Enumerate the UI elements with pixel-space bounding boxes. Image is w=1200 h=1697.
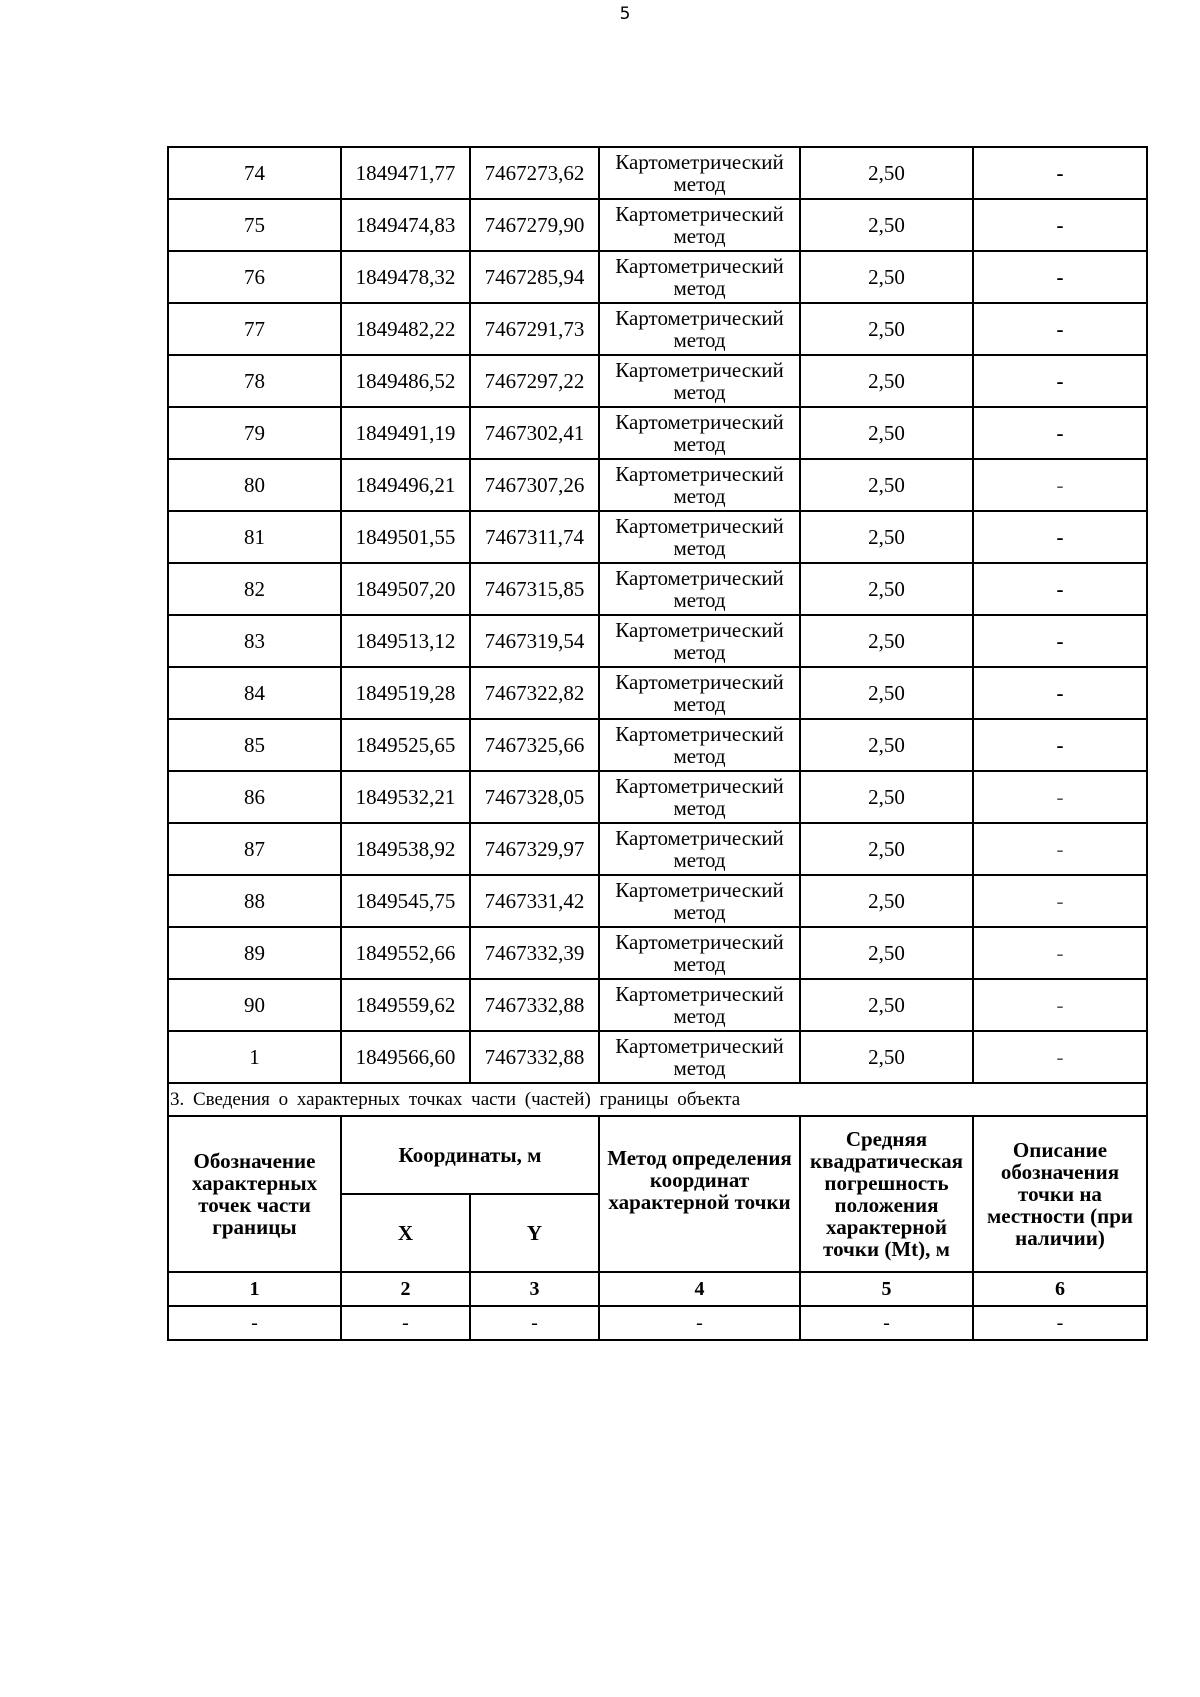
method-cell: Картометрический метод — [599, 563, 800, 615]
coord-y-cell: 7467302,41 — [470, 407, 599, 459]
description-cell: - — [973, 667, 1147, 719]
mean-error-cell: 2,50 — [800, 251, 973, 303]
description-cell: - — [973, 979, 1147, 1031]
description-cell: - — [973, 355, 1147, 407]
page-number: 5 — [619, 4, 631, 24]
method-cell: Картометрический метод — [599, 407, 800, 459]
method-cell: Картометрический метод — [599, 823, 800, 875]
mean-error-cell: 2,50 — [800, 355, 973, 407]
point-number-cell: 82 — [168, 563, 341, 615]
table-row — [168, 459, 1147, 511]
header-x: X — [341, 1194, 470, 1272]
coord-x-cell: 1849474,83 — [341, 199, 470, 251]
description-cell: - — [973, 199, 1147, 251]
table-row — [168, 251, 1147, 303]
point-number-cell: 80 — [168, 459, 341, 511]
coord-y-cell: 7467285,94 — [470, 251, 599, 303]
table-row — [168, 407, 1147, 459]
method-cell: Картометрический метод — [599, 979, 800, 1031]
point-number-cell: 87 — [168, 823, 341, 875]
mean-error-cell: 2,50 — [800, 511, 973, 563]
point-number-cell: 81 — [168, 511, 341, 563]
coord-y-cell: 7467311,74 — [470, 511, 599, 563]
description-cell: - — [973, 251, 1147, 303]
table-row — [168, 875, 1147, 927]
mean-error-cell: 2,50 — [800, 615, 973, 667]
coord-y-cell: 7467329,97 — [470, 823, 599, 875]
table-row — [168, 615, 1147, 667]
table-row — [168, 511, 1147, 563]
empty-cell: - — [599, 1306, 800, 1340]
description-cell: - — [973, 147, 1147, 199]
header-row-1 — [168, 1116, 1147, 1194]
table-row — [168, 1031, 1147, 1083]
method-cell: Картометрический метод — [599, 355, 800, 407]
table-row — [168, 199, 1147, 251]
table-row — [168, 927, 1147, 979]
column-number: 2 — [341, 1272, 470, 1306]
mean-error-cell: 2,50 — [800, 199, 973, 251]
coord-y-cell: 7467325,66 — [470, 719, 599, 771]
point-number-cell: 85 — [168, 719, 341, 771]
table-row — [168, 771, 1147, 823]
column-number: 6 — [973, 1272, 1147, 1306]
boundary-points-table — [167, 146, 1148, 1341]
method-cell: Картометрический метод — [599, 147, 800, 199]
description-cell: - — [973, 875, 1147, 927]
mean-error-cell: 2,50 — [800, 771, 973, 823]
header-coordinates: Координаты, м — [341, 1116, 599, 1194]
coord-y-cell: 7467332,39 — [470, 927, 599, 979]
coord-x-cell: 1849525,65 — [341, 719, 470, 771]
method-cell: Картометрический метод — [599, 199, 800, 251]
empty-cell: - — [800, 1306, 973, 1340]
description-cell: - — [973, 1031, 1147, 1083]
coord-x-cell: 1849552,66 — [341, 927, 470, 979]
coord-y-cell: 7467332,88 — [470, 979, 599, 1031]
point-number-cell: 76 — [168, 251, 341, 303]
method-cell: Картометрический метод — [599, 667, 800, 719]
coord-y-cell: 7467328,05 — [470, 771, 599, 823]
empty-cell: - — [341, 1306, 470, 1340]
section-3-title-row — [168, 1083, 1147, 1116]
method-cell: Картометрический метод — [599, 303, 800, 355]
point-number-cell: 1 — [168, 1031, 341, 1083]
coord-x-cell: 1849519,28 — [341, 667, 470, 719]
table-row — [168, 147, 1147, 199]
coord-y-cell: 7467331,42 — [470, 875, 599, 927]
description-cell: - — [973, 927, 1147, 979]
empty-cell: - — [168, 1306, 341, 1340]
coord-x-cell: 1849501,55 — [341, 511, 470, 563]
coord-x-cell: 1849486,52 — [341, 355, 470, 407]
coord-x-cell: 1849559,62 — [341, 979, 470, 1031]
point-number-cell: 89 — [168, 927, 341, 979]
table-row — [168, 563, 1147, 615]
point-number-cell: 88 — [168, 875, 341, 927]
method-cell: Картометрический метод — [599, 1031, 800, 1083]
section-3-title: 3. Сведения о характерных точках части (частей) границы объекта — [168, 1083, 1147, 1116]
coord-y-cell: 7467319,54 — [470, 615, 599, 667]
coord-y-cell: 7467322,82 — [470, 667, 599, 719]
table-row — [168, 355, 1147, 407]
mean-error-cell: 2,50 — [800, 147, 973, 199]
table-body — [168, 147, 1147, 1083]
header-designation: Обозначение характерных точек части границы — [168, 1116, 341, 1272]
point-number-cell: 83 — [168, 615, 341, 667]
mean-error-cell: 2,50 — [800, 719, 973, 771]
coord-x-cell: 1849566,60 — [341, 1031, 470, 1083]
header-y: Y — [470, 1194, 599, 1272]
method-cell: Картометрический метод — [599, 251, 800, 303]
point-number-cell: 78 — [168, 355, 341, 407]
point-number-cell: 77 — [168, 303, 341, 355]
method-cell: Картометрический метод — [599, 875, 800, 927]
coord-y-cell: 7467291,73 — [470, 303, 599, 355]
coord-x-cell: 1849496,21 — [341, 459, 470, 511]
table-row — [168, 667, 1147, 719]
method-cell: Картометрический метод — [599, 511, 800, 563]
description-cell: - — [973, 459, 1147, 511]
coord-x-cell: 1849513,12 — [341, 615, 470, 667]
coord-x-cell: 1849491,19 — [341, 407, 470, 459]
point-number-cell: 90 — [168, 979, 341, 1031]
description-cell: - — [973, 823, 1147, 875]
table-row — [168, 303, 1147, 355]
coord-x-cell: 1849532,21 — [341, 771, 470, 823]
method-cell: Картометрический метод — [599, 771, 800, 823]
description-cell: - — [973, 563, 1147, 615]
table-row — [168, 979, 1147, 1031]
column-number: 3 — [470, 1272, 599, 1306]
mean-error-cell: 2,50 — [800, 667, 973, 719]
column-number: 1 — [168, 1272, 341, 1306]
coord-y-cell: 7467315,85 — [470, 563, 599, 615]
point-number-cell: 79 — [168, 407, 341, 459]
description-cell: - — [973, 511, 1147, 563]
description-cell: - — [973, 719, 1147, 771]
header-mean-error: Средняя квадратическая погрешность положения характерной точки (Mt), м — [800, 1116, 973, 1272]
mean-error-cell: 2,50 — [800, 459, 973, 511]
description-cell: - — [973, 407, 1147, 459]
description-cell: - — [973, 771, 1147, 823]
mean-error-cell: 2,50 — [800, 303, 973, 355]
coord-x-cell: 1849538,92 — [341, 823, 470, 875]
coord-x-cell: 1849471,77 — [341, 147, 470, 199]
point-number-cell: 86 — [168, 771, 341, 823]
coord-x-cell: 1849478,32 — [341, 251, 470, 303]
empty-row — [168, 1306, 1147, 1340]
header-description: Описание обозначения точки на местности (при наличии) — [973, 1116, 1147, 1272]
header-method: Метод определения координат характерной точки — [599, 1116, 800, 1272]
coord-y-cell: 7467332,88 — [470, 1031, 599, 1083]
mean-error-cell: 2,50 — [800, 407, 973, 459]
method-cell: Картометрический метод — [599, 719, 800, 771]
coord-y-cell: 7467279,90 — [470, 199, 599, 251]
empty-cell: - — [470, 1306, 599, 1340]
table-row — [168, 719, 1147, 771]
method-cell: Картометрический метод — [599, 615, 800, 667]
coord-y-cell: 7467273,62 — [470, 147, 599, 199]
table-row — [168, 823, 1147, 875]
column-number: 4 — [599, 1272, 800, 1306]
coord-y-cell: 7467297,22 — [470, 355, 599, 407]
mean-error-cell: 2,50 — [800, 823, 973, 875]
coord-y-cell: 7467307,26 — [470, 459, 599, 511]
empty-cell: - — [973, 1306, 1147, 1340]
coord-x-cell: 1849507,20 — [341, 563, 470, 615]
mean-error-cell: 2,50 — [800, 563, 973, 615]
mean-error-cell: 2,50 — [800, 927, 973, 979]
point-number-cell: 75 — [168, 199, 341, 251]
point-number-cell: 84 — [168, 667, 341, 719]
column-number: 5 — [800, 1272, 973, 1306]
coord-x-cell: 1849545,75 — [341, 875, 470, 927]
description-cell: - — [973, 303, 1147, 355]
method-cell: Картометрический метод — [599, 459, 800, 511]
coord-x-cell: 1849482,22 — [341, 303, 470, 355]
description-cell: - — [973, 615, 1147, 667]
point-number-cell: 74 — [168, 147, 341, 199]
mean-error-cell: 2,50 — [800, 979, 973, 1031]
method-cell: Картометрический метод — [599, 927, 800, 979]
mean-error-cell: 2,50 — [800, 875, 973, 927]
mean-error-cell: 2,50 — [800, 1031, 973, 1083]
column-numbers-row — [168, 1272, 1147, 1306]
